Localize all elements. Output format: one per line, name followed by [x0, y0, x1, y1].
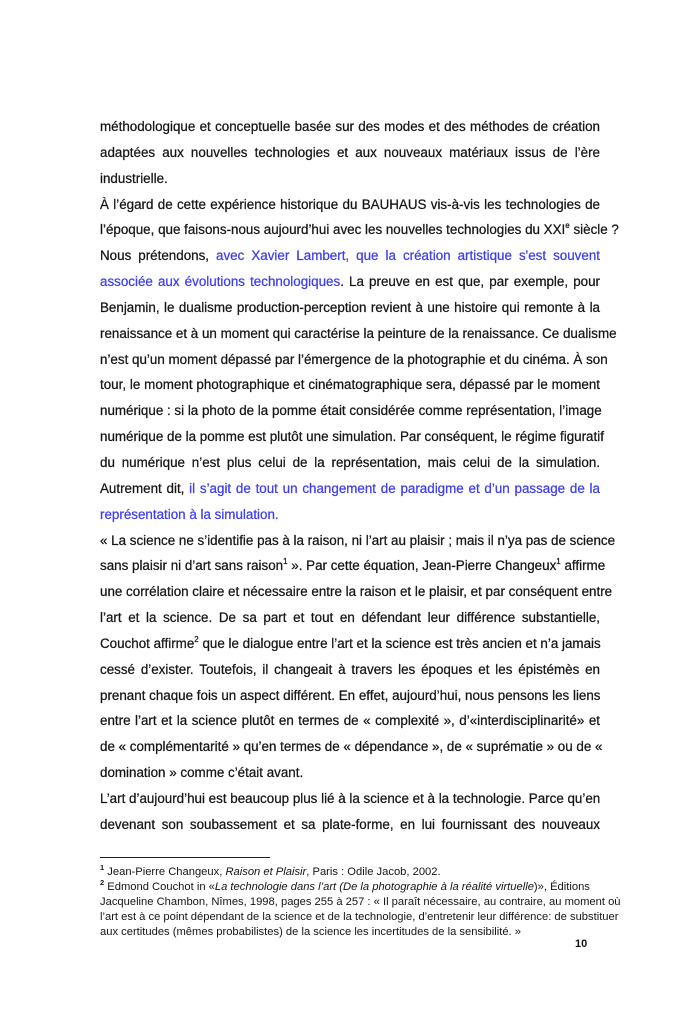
- footnote-reference: 1: [556, 557, 561, 567]
- text-run: Couchot affirme: [100, 635, 195, 651]
- text-line: [100, 424, 604, 450]
- text-line: [100, 347, 608, 373]
- text-line: [100, 657, 600, 683]
- text-run: numérique de la pomme est plutôt une simulation. Par conséquent, le régime figuratif: [100, 429, 604, 445]
- highlighted-text: il s’agit de tout un changement de paradigme et d’un passage de la: [189, 480, 600, 496]
- footnote-reference: 1: [100, 863, 105, 872]
- text-run: n’est qu’un moment dépassé par l’émergence de la photographie et du cinéma. À son: [100, 351, 608, 367]
- text-run: une corrélation claire et nécessaire entre la raison et le plaisir, et par conséquent entre: [100, 584, 613, 600]
- text-run: devenant son soubassement et sa plate-forme, en lui fournissant des nouveaux: [100, 816, 600, 832]
- text-line: [100, 321, 617, 347]
- text-line: [100, 631, 600, 657]
- text-run: siècle ?: [569, 222, 619, 238]
- footnote-reference: e: [565, 221, 570, 231]
- text-run: Nous prétendons,: [100, 248, 217, 264]
- text-run: du numérique n’est plus celui de la représentation, mais celui de la simulation.: [100, 454, 600, 470]
- text-run: renaissance et à un moment qui caractérise la peinture de la renaissance. Ce dualisme: [100, 325, 617, 341]
- text-line: [100, 553, 606, 579]
- text-run: aux certitudes (mêmes probabilistes) de la science les incertitudes de la sensibilité. »: [100, 926, 521, 938]
- text-run: Edmond Couchot in «: [104, 881, 215, 893]
- page-number: 10: [575, 938, 588, 950]
- highlighted-text: avec Xavier Lambert, que la création artistique s'est souvent: [216, 248, 600, 264]
- text-run: l’art et la science. De sa part et tout en défendant leur différence substantielle,: [100, 610, 600, 626]
- footnote-line: [100, 910, 619, 925]
- text-run: tour, le moment photographique et cinématographique sera, dépassé par le moment: [100, 377, 600, 393]
- text-line: [100, 166, 600, 192]
- highlighted-text: associée aux évolutions technologiques: [100, 274, 341, 290]
- text-line: [100, 708, 600, 734]
- footnote-separator: [100, 857, 270, 858]
- footnote-reference: 2: [194, 634, 199, 644]
- footnote-line: [100, 895, 621, 910]
- footnote-reference: 1: [283, 557, 288, 567]
- text-run: prenant chaque fois un aspect différent. En effet, aujourd’hui, nous pensons les liens: [100, 687, 601, 703]
- highlighted-text: représentation à la simulation.: [100, 506, 279, 522]
- footnotes: [100, 863, 621, 940]
- text-line: [100, 476, 600, 502]
- text-line: [100, 579, 613, 605]
- footnote-line: [100, 865, 605, 880]
- text-run: ». Par cette équation, Jean-Pierre Changeux: [287, 558, 557, 574]
- text-run: affirme: [560, 558, 606, 574]
- text-run: cessé d’exister. Toutefois, il changeait à travers les époques et les épistémès en: [100, 661, 600, 677]
- text-run: entre l’art et la science plutôt en termes de « complexité », d’«interdisciplinarité» et: [100, 713, 600, 729]
- italic-title: La technologie dans l’art (De la photographie à la réalité virtuelle: [214, 881, 534, 893]
- text-run: que le dialogue entre l’art et la science est très ancien et n’a jamais: [198, 635, 601, 651]
- text-run: , Paris : Odile Jacob, 2002.: [306, 866, 441, 878]
- text-run: Benjamin, le dualisme production-perception revient à une histoire qui remonte à la: [100, 299, 600, 315]
- text-run: méthodologique et conceptuelle basée sur des modes et des méthodes de création: [100, 119, 600, 134]
- text-line: [100, 398, 600, 424]
- text-run: « La science ne s’identifie pas à la raison, ni l’art au plaisir ; mais il n’ya pas de science: [100, 532, 616, 548]
- text-run: Jean-Pierre Changeux,: [104, 866, 226, 878]
- text-line: [100, 217, 619, 243]
- text-line: [100, 269, 600, 295]
- text-line: [100, 812, 600, 838]
- text-run: l’art est à ce point dépendant de la science et de la technologie, d’entretenir leur différence: de substituer: [100, 911, 619, 923]
- text-line: [100, 295, 600, 321]
- text-run: Autrement dit,: [100, 480, 190, 496]
- body-text: [100, 114, 619, 838]
- text-run: numérique : si la photo de la pomme était considérée comme représentation, l’image: [100, 403, 602, 419]
- text-line: [100, 528, 616, 554]
- text-run: domination » comme c’était avant.: [100, 765, 304, 781]
- text-line: [100, 140, 600, 166]
- footnote-reference: 2: [100, 878, 105, 887]
- text-run: L’art d’aujourd’hui est beaucoup plus lié à la science et à la technologie. Parce qu’en: [100, 790, 601, 806]
- text-run: adaptées aux nouvelles technologies et aux nouveaux matériaux issus de l’ère: [100, 144, 600, 160]
- text-line: [100, 114, 600, 140]
- text-line: [100, 450, 600, 476]
- text-line: [100, 683, 600, 709]
- text-run: sans plaisir ni d’art sans raison: [100, 558, 284, 574]
- text-line: [100, 192, 600, 218]
- text-run: À l’égard de cette expérience historique du BAUHAUS vis-à-vis les technologies de: [100, 196, 600, 212]
- text-run: industrielle.: [100, 170, 168, 186]
- text-run: l’époque, que faisons-nous aujourd’hui avec les nouvelles technologies du XXI: [100, 222, 566, 238]
- footnote-line: [100, 925, 605, 940]
- text-line: [100, 372, 600, 398]
- text-run: . La preuve en est que, par exemple, pour: [340, 274, 600, 290]
- text-line: [100, 760, 600, 786]
- text-run: Jacqueline Chambon, Nîmes, 1998, pages 255 à 257 : « Il paraît nécessaire, au contraire, au moment où: [100, 896, 621, 908]
- text-run: de « complémentarité » qu’en termes de « dépendance », de « suprématie » ou de «: [100, 739, 603, 755]
- text-line: [100, 605, 600, 631]
- text-line: [100, 734, 603, 760]
- text-line: [100, 502, 600, 528]
- text-line: [100, 786, 600, 812]
- text-line: [100, 243, 600, 269]
- italic-title: Raison et Plaisir: [225, 866, 307, 878]
- text-run: )», Éditions: [533, 881, 590, 893]
- footnote-line: [100, 880, 605, 895]
